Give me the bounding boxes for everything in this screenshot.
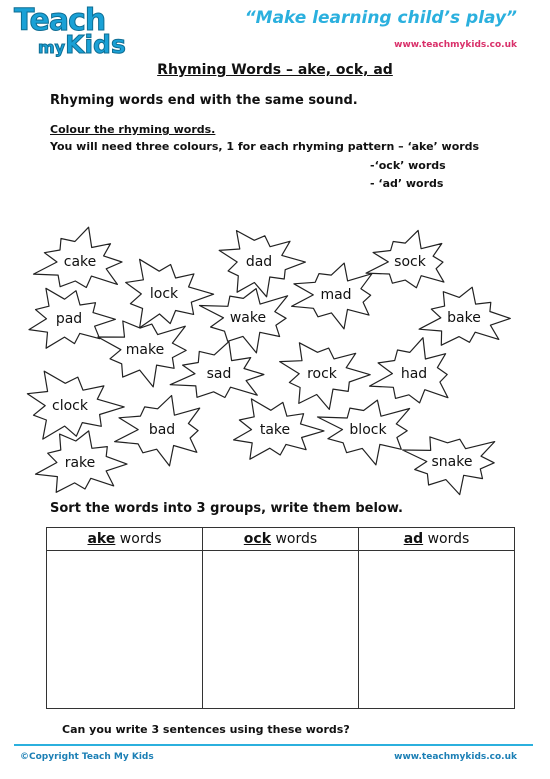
word-take: take (259, 422, 291, 438)
ake-answer-cell[interactable] (47, 551, 203, 709)
instruction-line: You will need three colours, 1 for each rhyming pattern – ‘ake’ words (50, 140, 480, 153)
sentence-prompt: Can you write 3 sentences using these words? (62, 723, 350, 736)
word-make: make (125, 342, 165, 358)
word-lock: lock (149, 286, 179, 302)
word-wake: wake (229, 310, 267, 326)
intro-text: Rhyming words end with the same sound. (50, 93, 358, 108)
word-block: block (349, 422, 387, 438)
logo-my-text: my (38, 38, 66, 57)
instruction-heading: Colour the rhyming words. (50, 123, 216, 136)
sort-instruction: Sort the words into 3 groups, write them below. (50, 501, 403, 516)
logo-kids-word: Kids (65, 30, 126, 59)
column-header-ad: ad words (359, 528, 515, 551)
sort-table (46, 527, 515, 709)
logo-teach-text: Teach (14, 3, 106, 38)
word-mad: mad (320, 287, 352, 303)
worksheet-title: Rhyming Words – ake, ock, ad (157, 62, 393, 78)
footer-divider (14, 744, 533, 746)
word-clock: clock (52, 398, 88, 414)
word-bake: bake (447, 310, 481, 326)
column-header-ock: ock words (203, 528, 359, 551)
column-header-ake: ake words (47, 528, 203, 551)
word-bad: bad (148, 422, 176, 438)
word-rock: rock (307, 366, 337, 382)
word-dad: dad (245, 254, 273, 270)
header-url[interactable]: www.teachmykids.co.uk (394, 40, 517, 50)
word-had: had (400, 366, 428, 382)
instruction-ad: - ‘ad’ words (370, 177, 444, 190)
word-sock: sock (394, 254, 426, 270)
ad-answer-cell[interactable] (359, 551, 515, 709)
word-pad: pad (55, 311, 83, 327)
word-rake: rake (64, 455, 96, 471)
word-cake: cake (63, 254, 97, 270)
instruction-ock: -‘ock’ words (370, 159, 446, 172)
tagline: “Make learning child’s play” (244, 8, 517, 28)
word-sad: sad (206, 366, 232, 382)
ock-answer-cell[interactable] (203, 551, 359, 709)
footer-url[interactable]: www.teachmykids.co.uk (394, 752, 517, 762)
word-snake: snake (431, 454, 473, 470)
copyright: ©Copyright Teach My Kids (20, 752, 154, 762)
